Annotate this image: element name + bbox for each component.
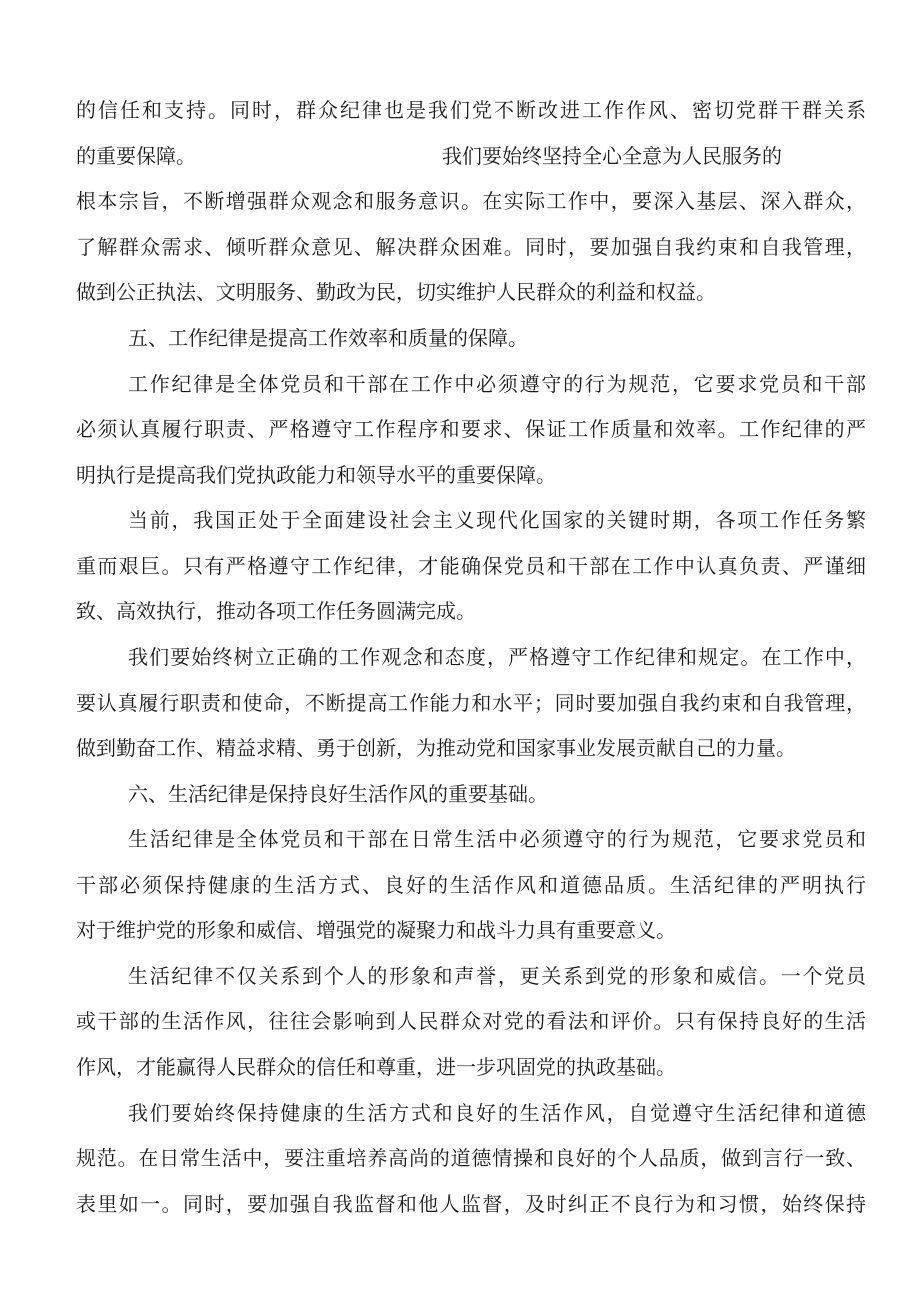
text-line: 做到勤奋工作、精益求精、勇于创新，为推动党和国家事业发展贡献自己的力量。 xyxy=(76,736,796,760)
section-heading: 五、工作纪律是提高工作效率和质量的保障。 xyxy=(128,326,528,350)
text-line: 干部必须保持健康的生活方式、良好的生活作风和道德品质。生活纪律的严明执行 xyxy=(76,873,866,897)
text-line: 重而艰巨。只有严格遵守工作纪律，才能确保党员和干部在工作中认真负责、严谨细 xyxy=(76,554,866,578)
text-line: 根本宗旨，不断增强群众观念和服务意识。在实际工作中，要深入基层、深入群众， xyxy=(76,189,866,213)
text-line: 明执行是提高我们党执政能力和领导水平的重要保障。 xyxy=(76,463,556,487)
text-line: 对于维护党的形象和威信、增强党的凝聚力和战斗力具有重要意义。 xyxy=(76,918,676,942)
text-line: 的信任和支持。同时，群众纪律也是我们党不断改进工作作风、密切党群干群关系 xyxy=(76,98,866,122)
text-line: 或干部的生活作风，往往会影响到人民群众对党的看法和评价。只有保持良好的生活 xyxy=(76,1009,866,1033)
text-line: 致、高效执行，推动各项工作任务圆满完成。 xyxy=(76,599,476,623)
text-line: 生活纪律是全体党员和干部在日常生活中必须遵守的行为规范，它要求党员和 xyxy=(128,827,866,851)
text-line: 工作纪律是全体党员和干部在工作中必须遵守的行为规范，它要求党员和干部 xyxy=(128,372,866,396)
text-line: 生活纪律不仅关系到个人的形象和声誉，更关系到党的形象和威信。一个党员 xyxy=(128,964,866,988)
text-line: 规范。在日常生活中，要注重培养高尚的道德情操和良好的个人品质，做到言行一致、 xyxy=(76,1146,866,1170)
text-line: 了解群众需求、倾听群众意见、解决群众困难。同时，要加强自我约束和自我管理， xyxy=(76,235,866,259)
section-heading: 六、生活纪律是保持良好生活作风的重要基础。 xyxy=(128,782,548,806)
text-line: 当前，我国正处于全面建设社会主义现代化国家的关键时期，各项工作任务繁 xyxy=(128,508,866,532)
text-line: 做到公正执法、文明服务、勤政为民，切实维护人民群众的利益和权益。 xyxy=(76,280,716,304)
text-line: 表里如一。同时，要加强自我监督和他人监督，及时纠正不良行为和习惯，始终保持 xyxy=(76,1192,866,1216)
text-line: 必须认真履行职责、严格遵守工作程序和要求、保证工作质量和效率。工作纪律的严 xyxy=(76,417,866,441)
text-line: 作风，才能赢得人民群众的信任和尊重，进一步巩固党的执政基础。 xyxy=(76,1055,676,1079)
text-line: 我们要始终坚持全心全意为人民服务的 xyxy=(442,144,782,168)
text-line: 我们要始终保持健康的生活方式和良好的生活作风，自觉遵守生活纪律和道德 xyxy=(128,1101,866,1125)
text-line: 的重要保障。 xyxy=(76,144,196,168)
text-line: 我们要始终树立正确的工作观念和态度，严格遵守工作纪律和规定。在工作中， xyxy=(128,645,866,669)
text-line: 要认真履行职责和使命，不断提高工作能力和水平；同时要加强自我约束和自我管理， xyxy=(76,691,866,715)
